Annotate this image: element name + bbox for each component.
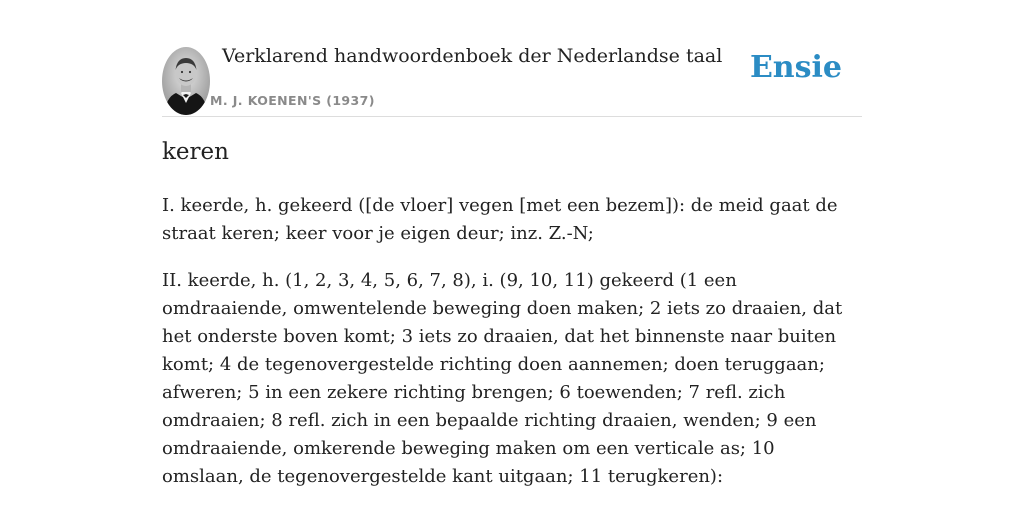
book-title: Verklarend handwoordenboek der Nederlandse taal bbox=[222, 45, 723, 67]
author-line: M. J. KOENEN'S (1937) bbox=[210, 93, 375, 108]
definition-paragraph: I. keerde, h. gekeerd ([de vloer] vegen [met een bezem]): de meid gaat de straat keren; keer voor je eigen deur; inz. Z.-N; bbox=[162, 195, 838, 244]
definition-paragraph: II. keerde, h. (1, 2, 3, 4, 5, 6, 7, 8), i. (9, 10, 11) gekeerd (1 een omdraaiende, omwentelende beweging doen maken; 2 iets zo draaien, dat het onderste boven komt; 3 iets zo draaien, dat het binnenste naar buiten komt; 4 de tegenovergestelde richting doen aannemen; doen teruggaan; afweren; 5 in een zekere richting brengen; 6 toewenden; 7 refl. zich omdraaien; 8 refl. zich in een bepaalde richting draaien, wenden; 9 een omdraaiende, omkerende beweging maken om een verticale as; 10 omslaan, de tegenovergestelde kant uitgaan; 11 terugkeren): bbox=[162, 270, 843, 487]
entry-headword: keren bbox=[162, 139, 229, 165]
author-portrait bbox=[162, 47, 210, 115]
brand-logo-link[interactable]: Ensie bbox=[749, 50, 842, 85]
site-header bbox=[162, 40, 862, 117]
